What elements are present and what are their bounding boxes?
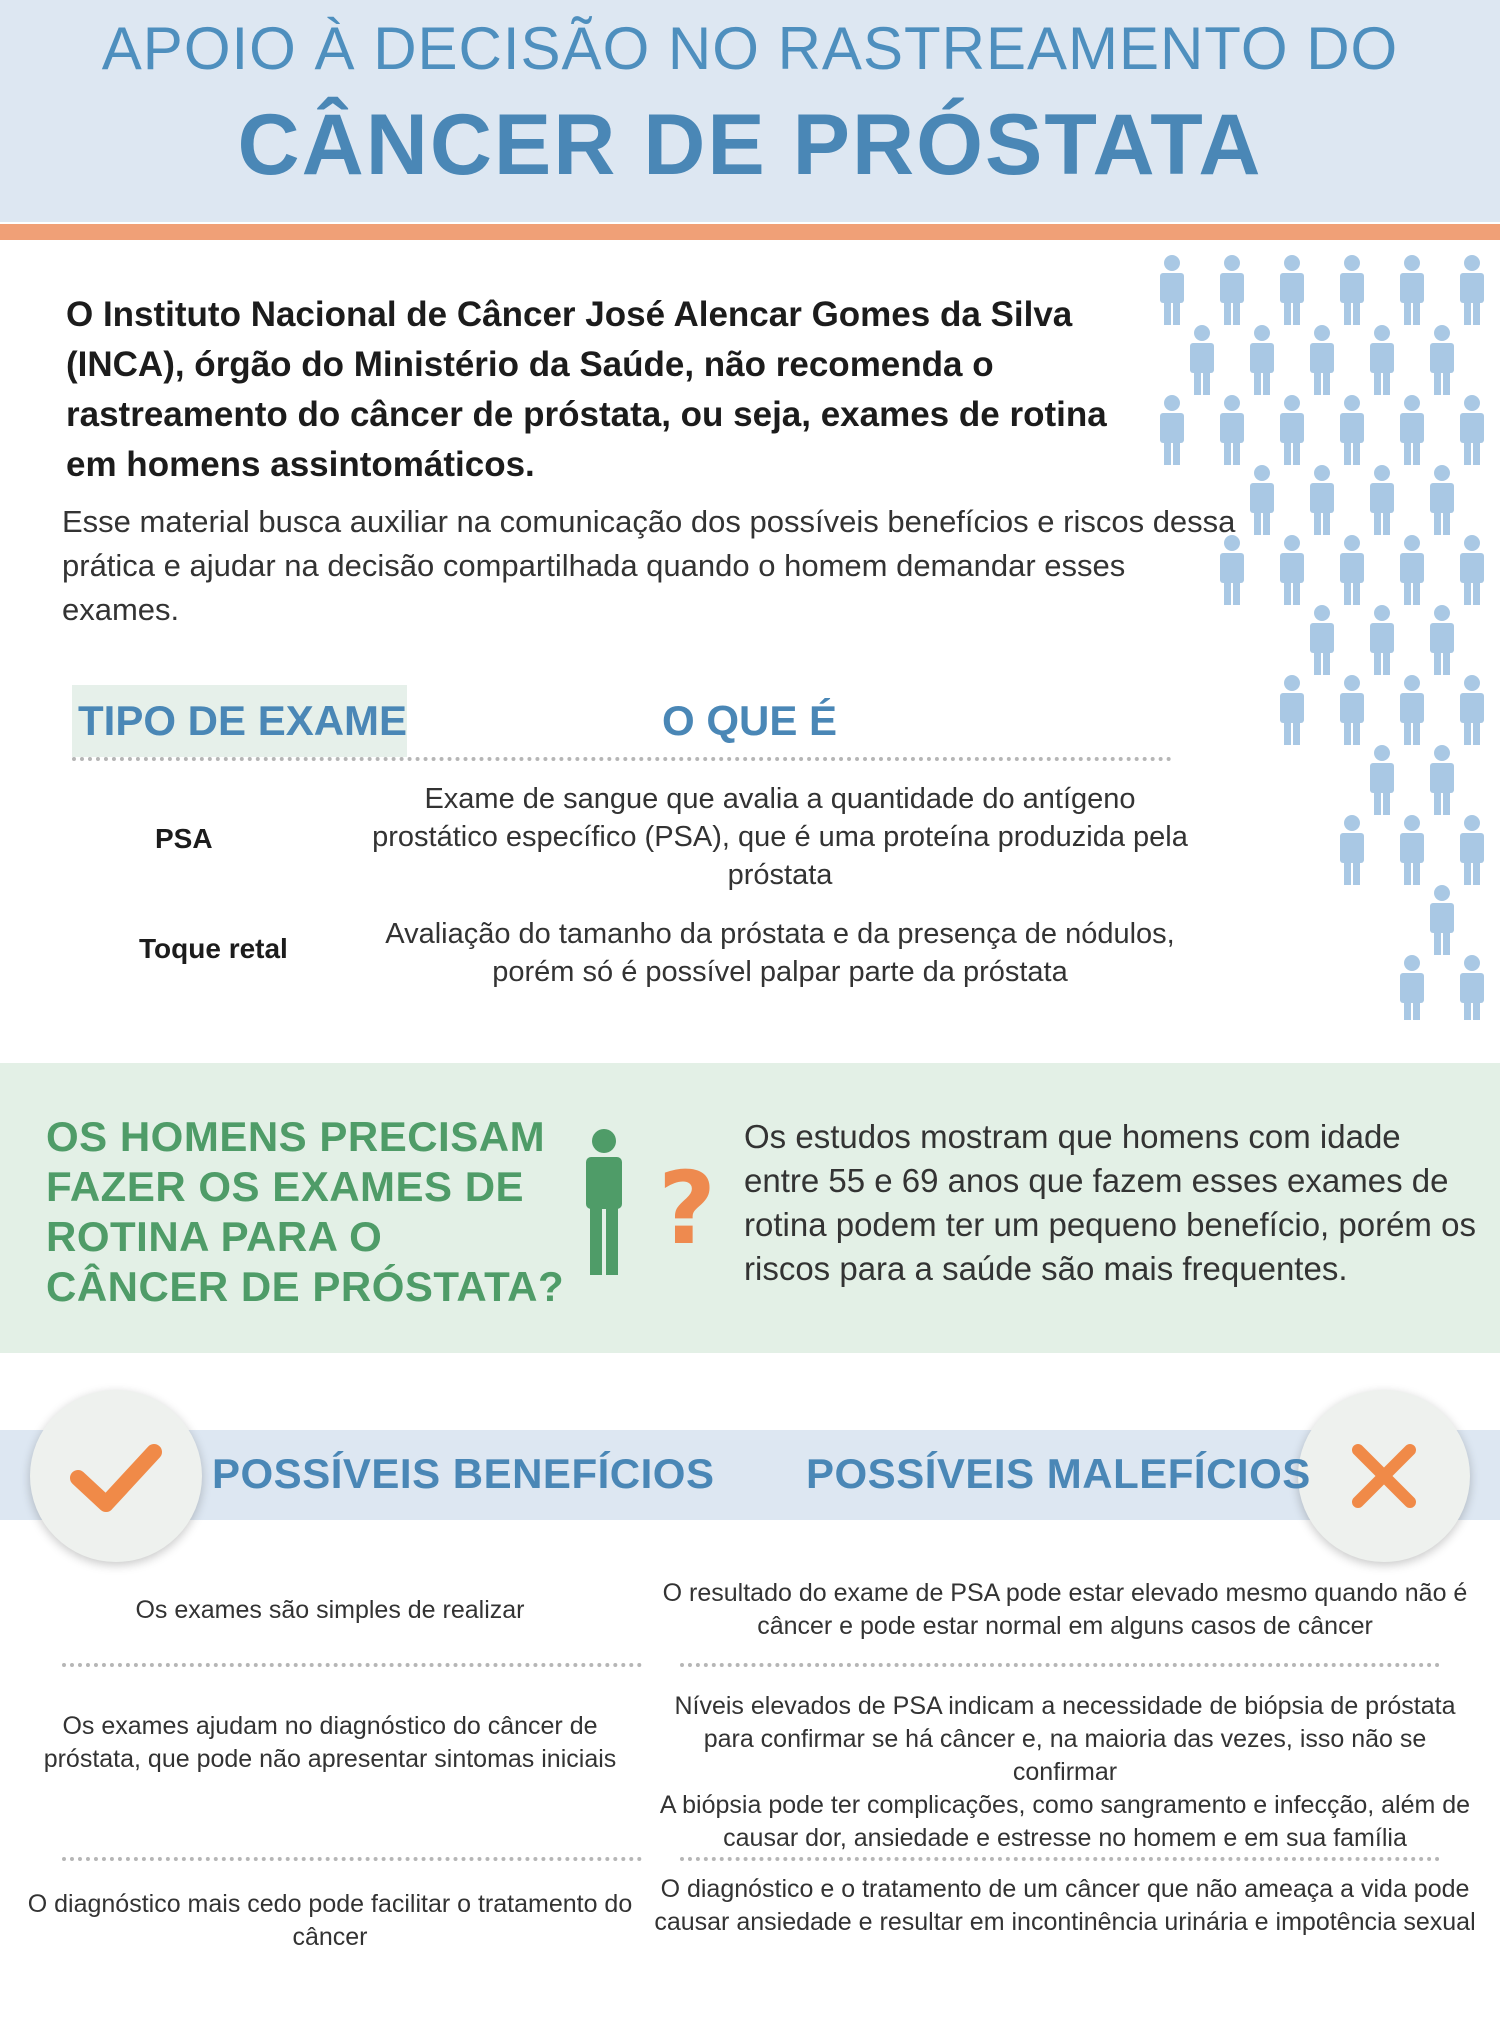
harm-divider [680, 1663, 1440, 1667]
svg-text:?: ? [658, 1150, 717, 1267]
person-question-icon [566, 1125, 726, 1285]
page-title-line-1: APOIO À DECISÃO NO RASTREAMENTO DO [101, 15, 1399, 82]
harms-heading: POSSÍVEIS MALEFÍCIOS [806, 1450, 1311, 1497]
person-icon [1400, 395, 1424, 465]
exam-type-header: TIPO DE EXAME [78, 697, 408, 744]
person-icon [1430, 745, 1454, 815]
harm-item: O diagnóstico e o tratamento de um câncer que não ameaça a vida pode causar ansiedade e resultar em incontinência urinária e impotência sexual [654, 1875, 1476, 1936]
person-icon [1310, 605, 1334, 675]
person-icon [1460, 255, 1484, 325]
exam-toque-retal-description: Avaliação do tamanho da próstata e da presença de nódulos, porém só é possível palpar parte da próstata [385, 918, 1175, 988]
question-heading: OS HOMENS PRECISAM FAZER OS EXAMES DE ROTINA PARA O CÂNCER DE PRÓSTATA? [46, 1113, 565, 1310]
person-icon [1280, 255, 1304, 325]
exam-psa-name: PSA [155, 823, 213, 854]
benefit-item: O diagnóstico mais cedo pode facilitar o tratamento do câncer [27, 1890, 633, 1951]
intro-statement: O Instituto Nacional de Câncer José Alencar Gomes da Silva (INCA), órgão do Ministério da Saúde, não recomenda o rastreamento do câncer de próstata, ou seja, exames de rotina em homens assintomáticos. [66, 295, 1107, 484]
exam-table-divider [72, 757, 1172, 761]
person-icon [1430, 605, 1454, 675]
person-icon [1220, 395, 1244, 465]
person-icon [1460, 395, 1484, 465]
intro-description: Esse material busca auxiliar na comunicação dos possíveis benefícios e riscos dessa prática e ajudar na decisão compartilhada quando o homem demandar esses exames. [62, 504, 1236, 627]
person-icon [1430, 465, 1454, 535]
person-icon [1280, 535, 1304, 605]
person-icon [1400, 815, 1424, 885]
person-icon [1400, 535, 1424, 605]
exam-psa-description: Exame de sangue que avalia a quantidade do antígeno prostático específico (PSA), que é uma proteína produzida pela próstata [372, 783, 1188, 891]
person-icon [1430, 325, 1454, 395]
person-icon [1310, 325, 1334, 395]
person-icon [1400, 255, 1424, 325]
person-icon [1250, 325, 1274, 395]
person-icon [1400, 955, 1424, 1020]
page-title-line-2: CÂNCER DE PRÓSTATA [237, 97, 1263, 193]
check-badge [30, 1390, 202, 1562]
person-icon [1250, 465, 1274, 535]
person-icon [1370, 745, 1394, 815]
person-icon [1370, 465, 1394, 535]
benefit-divider [62, 1857, 642, 1861]
benefit-item: Os exames são simples de realizar [135, 1596, 525, 1624]
exam-what-header: O QUE É [662, 697, 838, 744]
person-icon [1340, 815, 1364, 885]
benefit-divider [62, 1663, 642, 1667]
check-icon [30, 1390, 202, 1562]
close-icon [1298, 1390, 1470, 1562]
person-icon [1460, 815, 1484, 885]
cross-badge [1298, 1390, 1470, 1562]
person-icon [1340, 255, 1364, 325]
person-icon [1340, 535, 1364, 605]
question-answer: Os estudos mostram que homens com idade entre 55 e 69 anos que fazem esses exames de rotina podem ter um pequeno benefício, porém os riscos para a saúde são mais frequentes. [744, 1118, 1476, 1287]
person-icon [1370, 605, 1394, 675]
person-icon [1460, 675, 1484, 745]
exam-toque-retal-name: Toque retal [139, 933, 288, 964]
person-icon [1340, 395, 1364, 465]
person-icon [1340, 675, 1364, 745]
benefit-item: Os exames ajudam no diagnóstico do câncer de próstata, que pode não apresentar sintomas iniciais [43, 1712, 617, 1773]
harm-item: Níveis elevados de PSA indicam a necessidade de biópsia de próstata para confirmar se há câncer e, na maioria das vezes, isso não se confirmar A biópsia pode ter complicações, como sangramento e infecção, além de causar dor, ansiedade e estresse no homem e em sua família [659, 1692, 1471, 1852]
person-icon [1460, 955, 1484, 1020]
person-icon [1460, 535, 1484, 605]
harm-divider [680, 1857, 1440, 1861]
person-icon [1430, 885, 1454, 955]
person-icon [1370, 325, 1394, 395]
person-icon [1280, 675, 1304, 745]
person-icon [1190, 325, 1214, 395]
person-icon [1400, 675, 1424, 745]
person-icon [1280, 395, 1304, 465]
person-icon [1220, 255, 1244, 325]
harm-item: O resultado do exame de PSA pode estar elevado mesmo quando não é câncer e pode estar normal em alguns casos de câncer [662, 1579, 1468, 1640]
person-icon [1310, 465, 1334, 535]
header-divider-bar [0, 224, 1500, 240]
benefits-heading: POSSÍVEIS BENEFÍCIOS [212, 1450, 715, 1497]
